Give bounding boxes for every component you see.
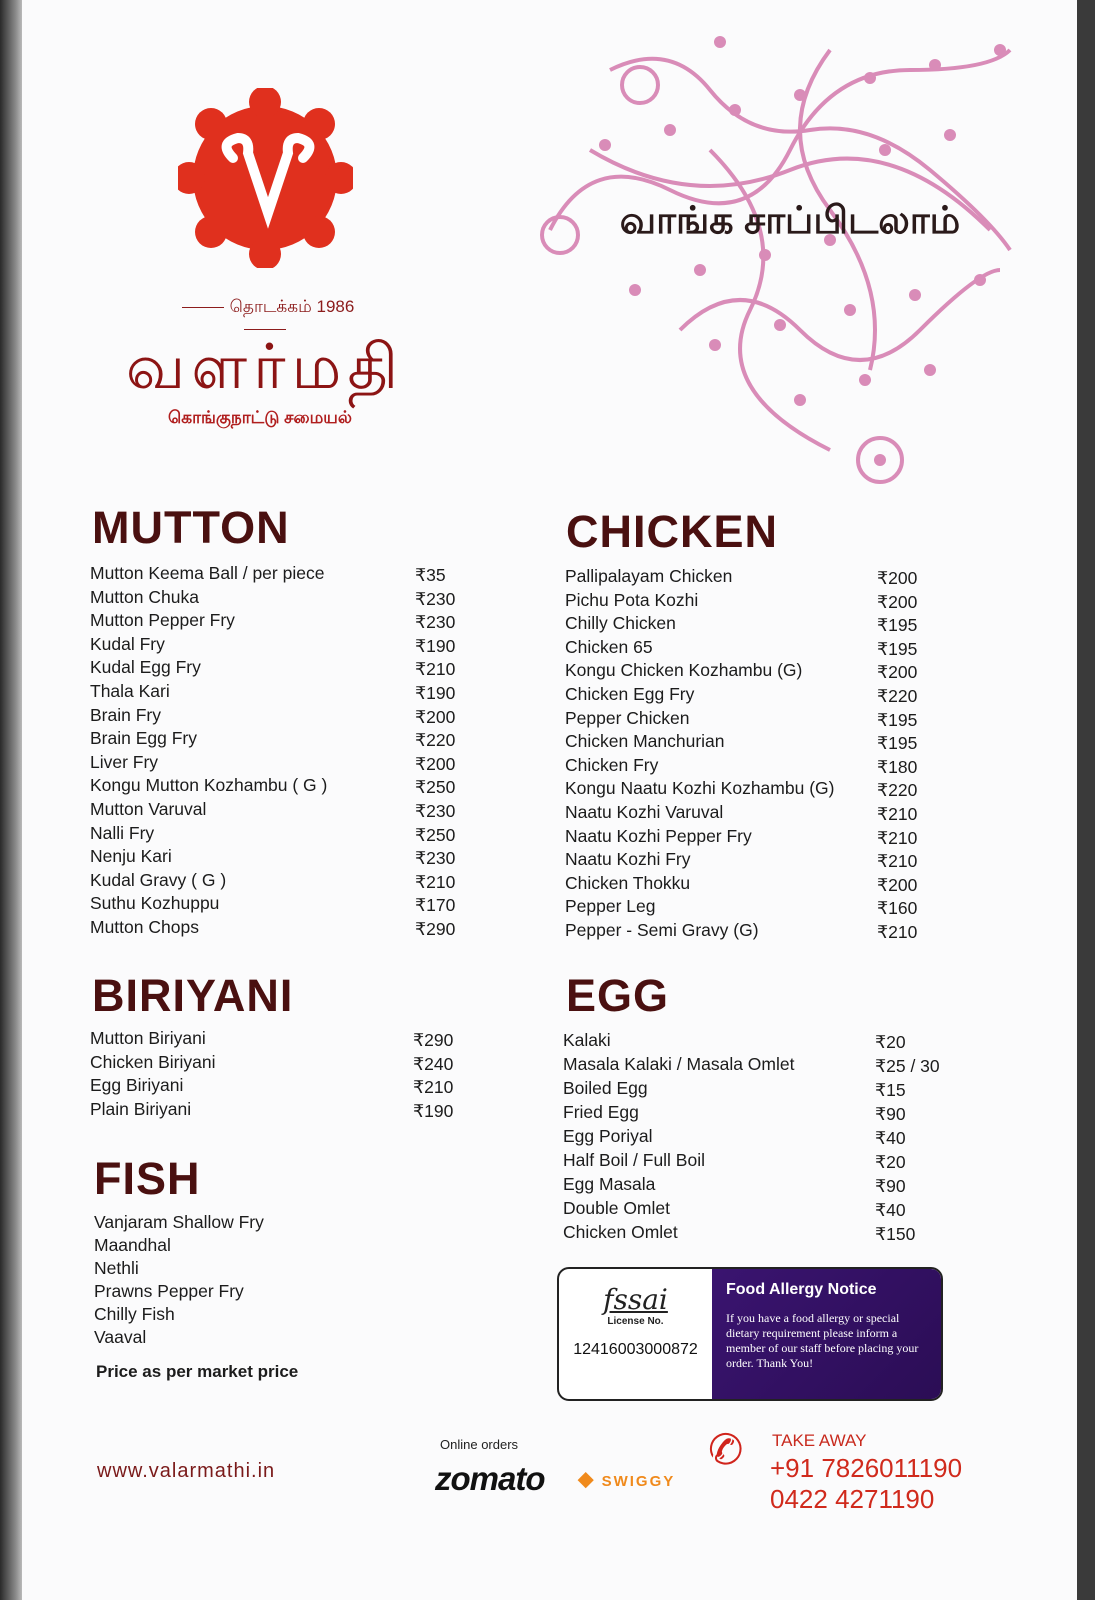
fish-item-name: Prawns Pepper Fry (94, 1281, 244, 1301)
chicken-item-name: Naatu Kozhi Pepper Fry (565, 825, 752, 846)
fish-item-name: Maandhal (94, 1235, 171, 1255)
biriyani-item-name: Plain Biriyani (90, 1098, 192, 1119)
zomato-logo: zomato (435, 1460, 545, 1497)
chicken-item-price: ₹210 (877, 851, 918, 872)
section-title-fish: FISH (94, 1153, 201, 1204)
mutton-item-name: Kudal Egg Fry (90, 657, 201, 678)
mutton-item-price: ₹250 (415, 824, 456, 845)
phone-icon: ✆ (704, 1423, 748, 1476)
mutton-item-price: ₹35 (415, 565, 446, 585)
egg-item-price: ₹90 (875, 1176, 906, 1196)
mutton-item-price: ₹230 (415, 612, 456, 633)
chicken-item-price: ₹200 (877, 662, 918, 683)
chicken-item-name: Chicken 65 (565, 636, 653, 657)
egg-item-name: Egg Masala (563, 1174, 656, 1194)
chicken-item-price: ₹195 (877, 733, 918, 754)
mutton-item-name: Liver Fry (90, 751, 159, 772)
chicken-item-name: Naatu Kozhi Fry (565, 849, 691, 870)
mutton-item-name: Kudal Gravy ( G ) (90, 869, 227, 890)
brand-name: வளர்மதி (125, 330, 405, 403)
market-price-note: Price as per market price (96, 1362, 299, 1381)
mutton-item-price: ₹230 (415, 588, 456, 609)
allergy-panel (712, 1269, 941, 1399)
chicken-item-price: ₹200 (877, 568, 918, 588)
chicken-item-name: Pepper Chicken (565, 707, 690, 728)
takeaway-label: TAKE AWAY (772, 1431, 867, 1450)
website-link[interactable]: www.valarmathi.in (97, 1460, 276, 1482)
mutton-item-name: Mutton Chops (90, 917, 199, 937)
chicken-item-price: ₹200 (877, 874, 918, 895)
biriyani-item-name: Egg Biriyani (90, 1075, 184, 1095)
mutton-item-price: ₹200 (415, 706, 456, 727)
egg-item-name: Masala Kalaki / Masala Omlet (563, 1054, 795, 1074)
egg-item-name: Kalaki (563, 1030, 611, 1050)
egg-item-price: ₹150 (875, 1224, 916, 1244)
chicken-item-name: Pallipalayam Chicken (565, 566, 733, 586)
chicken-item-name: Kongu Chicken Kozhambu (G) (565, 660, 803, 681)
section-title-egg: EGG (566, 970, 670, 1021)
chicken-item-name: Chicken Egg Fry (565, 684, 695, 704)
mutton-item-name: Mutton Pepper Fry (90, 610, 235, 631)
biriyani-item-price: ₹290 (413, 1030, 454, 1050)
mutton-item-name: Nenju Kari (90, 846, 172, 867)
fssai-logo: fssai (603, 1283, 668, 1316)
fish-item-name: Nethli (94, 1258, 139, 1278)
allergy-text: If you have a food allergy or special dietary requirement please inform a member of our staff before placing your order. Thank You! (726, 1311, 919, 1370)
chicken-item-name: Naatu Kozhi Varuval (565, 802, 724, 822)
mutton-item-price: ₹190 (415, 635, 456, 656)
mutton-item-price: ₹230 (415, 801, 456, 821)
mutton-item-name: Brain Egg Fry (90, 728, 197, 749)
mutton-item-price: ₹210 (415, 659, 456, 680)
egg-item-name: Half Boil / Full Boil (563, 1150, 705, 1170)
chicken-item-price: ₹195 (877, 638, 918, 659)
mutton-item-price: ₹190 (415, 683, 456, 703)
mutton-item-name: Mutton Varuval (90, 799, 207, 819)
fish-item-name: Vaaval (94, 1327, 147, 1347)
allergy-title: Food Allergy Notice (726, 1281, 877, 1298)
mutton-item-name: Mutton Keema Ball / per piece (90, 563, 325, 583)
mutton-item-price: ₹290 (415, 919, 456, 939)
section-title-biriyani: BIRIYANI (92, 970, 294, 1021)
section-title-mutton: MUTTON (92, 502, 290, 553)
chicken-item-price: ₹220 (877, 780, 918, 801)
chicken-item-name: Chicken Fry (565, 754, 659, 775)
welcome-text: வாங்க சாப்பிடலாம் (619, 200, 961, 242)
license-number: 12416003000872 (573, 1341, 698, 1358)
mutton-item-price: ₹210 (415, 871, 456, 892)
egg-item-price: ₹20 (875, 1032, 906, 1052)
chicken-item-name: Pepper - Semi Gravy (G) (565, 920, 759, 940)
mutton-item-name: Nalli Fry (90, 822, 155, 843)
egg-item-name: Double Omlet (563, 1198, 670, 1218)
mutton-item-price: ₹250 (415, 777, 456, 798)
mutton-item-name: Suthu Kozhuppu (90, 893, 220, 914)
egg-item-name: Fried Egg (563, 1102, 639, 1122)
mutton-item-name: Kudal Fry (90, 633, 165, 654)
mutton-item-name: Thala Kari (90, 681, 170, 701)
online-orders-label: Online orders (440, 1437, 519, 1452)
section-title-chicken: CHICKEN (566, 506, 779, 557)
chicken-item-price: ₹195 (877, 709, 918, 730)
logo-icon (178, 88, 353, 268)
biriyani-item-price: ₹210 (413, 1077, 454, 1097)
chicken-item-name: Chicken Thokku (565, 872, 691, 893)
egg-item-name: Boiled Egg (563, 1078, 648, 1098)
egg-item-name: Chicken Omlet (563, 1222, 678, 1242)
mutton-item-price: ₹230 (415, 848, 456, 869)
chicken-item-price: ₹220 (877, 686, 918, 706)
tagline: கொங்குநாட்டு சமையல் (168, 408, 352, 427)
chicken-item-price: ₹210 (877, 804, 918, 824)
chicken-item-price: ₹200 (877, 591, 918, 612)
mutton-item-price: ₹220 (415, 730, 456, 751)
phone-number-2[interactable]: 0422 4271190 (770, 1484, 935, 1514)
mutton-item-price: ₹170 (415, 895, 456, 916)
swiggy-pin-icon: ⬥ (578, 1466, 596, 1491)
chicken-item-name: Chilly Chicken (565, 613, 676, 634)
mutton-item-price: ₹200 (415, 753, 456, 774)
fssai-panel (559, 1269, 712, 1399)
kolam-pattern-icon (530, 30, 1030, 500)
egg-item-name: Egg Poriyal (563, 1126, 653, 1146)
chicken-item-name: Pichu Pota Kozhi (565, 589, 699, 610)
egg-item-price: ₹20 (875, 1152, 906, 1172)
established-year: தொடக்கம் 1986 (150, 297, 380, 339)
chicken-item-name: Chicken Manchurian (565, 731, 725, 752)
fish-item-name: Chilly Fish (94, 1304, 175, 1324)
fish-item-name: Vanjaram Shallow Fry (94, 1212, 264, 1232)
egg-item-price: ₹40 (875, 1128, 906, 1148)
biriyani-item-name: Chicken Biriyani (90, 1051, 216, 1072)
egg-item-price: ₹25 / 30 (875, 1056, 940, 1076)
license-label: License No. (607, 1316, 664, 1327)
notice-card (557, 1267, 943, 1401)
chicken-item-price: ₹210 (877, 922, 918, 942)
egg-item-price: ₹15 (875, 1080, 906, 1100)
chicken-item-price: ₹210 (877, 827, 918, 848)
egg-item-price: ₹90 (875, 1104, 906, 1124)
phone-number-1[interactable]: +91 7826011190 (770, 1453, 963, 1483)
biriyani-item-name: Mutton Biriyani (90, 1028, 206, 1048)
egg-item-price: ₹40 (875, 1200, 906, 1220)
biriyani-item-price: ₹240 (413, 1053, 454, 1074)
mutton-item-name: Brain Fry (90, 704, 161, 725)
chicken-item-name: Pepper Leg (565, 896, 656, 917)
chicken-item-price: ₹160 (877, 898, 918, 919)
chicken-item-price: ₹180 (877, 756, 918, 777)
biriyani-item-price: ₹190 (413, 1100, 454, 1121)
mutton-item-name: Kongu Mutton Kozhambu ( G ) (90, 775, 328, 796)
mutton-item-name: Mutton Chuka (90, 586, 199, 607)
chicken-item-price: ₹195 (877, 615, 918, 636)
chicken-item-name: Kongu Naatu Kozhi Kozhambu (G) (565, 778, 835, 799)
swiggy-label: SWIGGY (601, 1473, 676, 1490)
swiggy-logo (578, 1466, 675, 1492)
